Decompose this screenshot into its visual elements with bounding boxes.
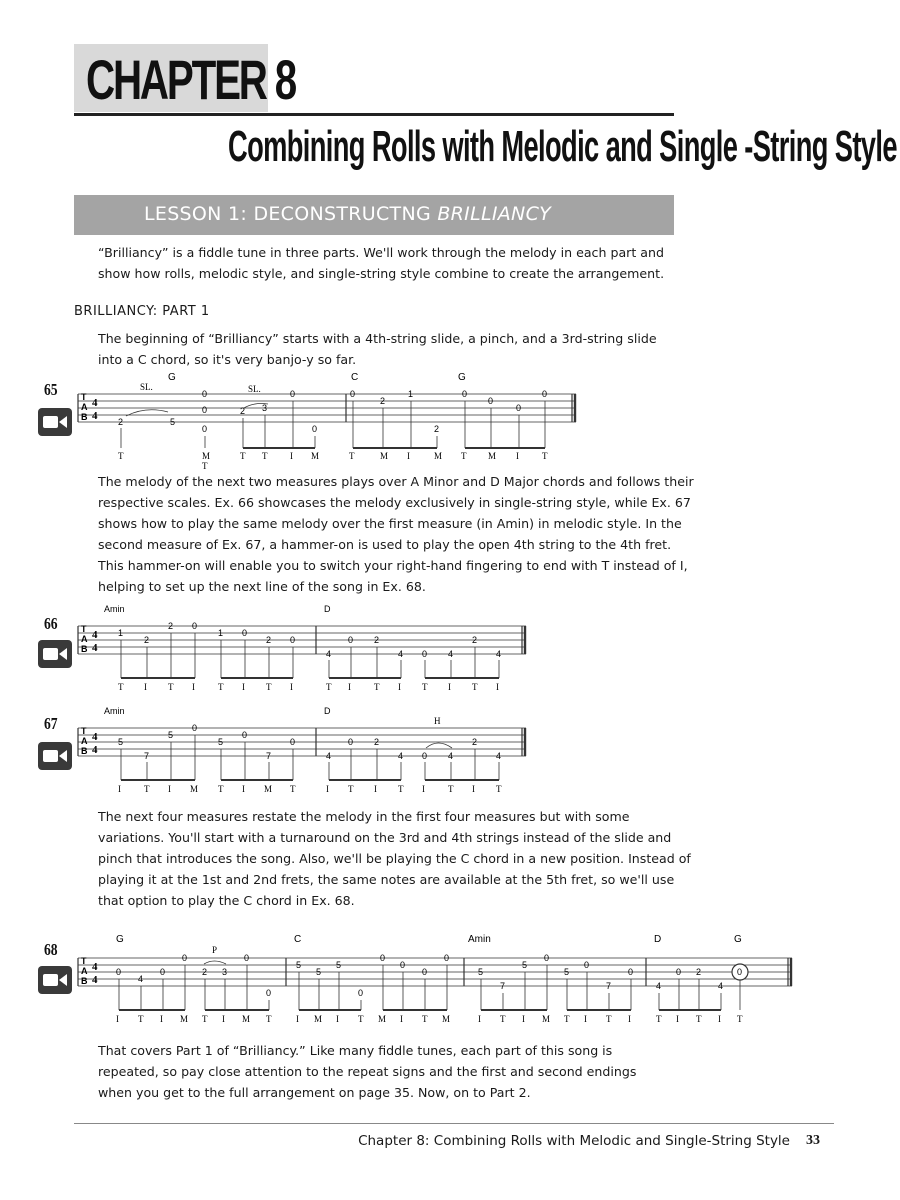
time-signature-top: 4 <box>92 397 98 409</box>
tab-note: 0 <box>350 389 356 399</box>
lesson-title-prefix: LESSON 1: DECONSTRUCTNG <box>144 203 438 225</box>
finger-label: I <box>116 1014 119 1024</box>
finger-label: T <box>542 451 548 461</box>
finger-label: I <box>296 1014 299 1024</box>
finger-label: T <box>500 1014 506 1024</box>
tab-note: 0 <box>266 988 272 998</box>
video-camera-icon[interactable] <box>38 742 72 770</box>
chord-symbol: Amin <box>104 604 125 614</box>
tab-note: 4 <box>448 649 454 659</box>
tab-note: 0 <box>182 953 188 963</box>
technique-label: SL. <box>140 382 153 392</box>
finger-label: I <box>144 682 147 692</box>
tab-note: 4 <box>496 649 502 659</box>
tab-note: 0 <box>202 389 208 399</box>
finger-label: T <box>168 682 174 692</box>
finger-label: T <box>737 1014 743 1024</box>
tab-note: 0 <box>348 737 354 747</box>
tab-note: 2 <box>144 635 150 645</box>
finger-label: M <box>242 1014 251 1024</box>
finger-label: T <box>656 1014 662 1024</box>
finger-label: I <box>472 784 475 794</box>
tab-note: 0 <box>242 730 248 740</box>
section-heading: BRILLIANCY: PART 1 <box>74 304 210 319</box>
tab-note: 2 <box>374 737 380 747</box>
finger-label: T <box>266 1014 272 1024</box>
tab-note: 4 <box>656 981 662 991</box>
lesson-title <box>144 203 551 225</box>
tab-letter-t: T <box>81 392 87 402</box>
finger-label: I <box>290 682 293 692</box>
finger-label: I <box>478 1014 481 1024</box>
tab-note: 0 <box>192 723 198 733</box>
tab-note: 4 <box>496 751 502 761</box>
tab-staff-65 <box>76 368 582 474</box>
tab-note: 4 <box>398 649 404 659</box>
finger-label: T <box>144 784 150 794</box>
tab-note: 2 <box>374 635 380 645</box>
technique-label: SL. <box>248 384 261 394</box>
tab-letter-t: T <box>81 956 87 966</box>
finger-label: I <box>374 784 377 794</box>
tab-staff-68 <box>76 928 800 1028</box>
page-number: 33 <box>806 1133 820 1148</box>
lesson-title-emphasis: BRILLIANCY <box>437 203 552 225</box>
tab-note: 5 <box>478 967 484 977</box>
time-signature-top: 4 <box>92 731 98 743</box>
tab-note: 0 <box>422 967 428 977</box>
finger-label: M <box>314 1014 323 1024</box>
finger-label: I <box>118 784 121 794</box>
finger-label: I <box>422 784 425 794</box>
finger-label: T <box>422 682 428 692</box>
running-footer: Chapter 8: Combining Rolls with Melodic and Single-String Style <box>358 1133 790 1149</box>
finger-label: T <box>448 784 454 794</box>
tab-note: 7 <box>606 981 612 991</box>
tab-note: 0 <box>290 737 296 747</box>
finger-label: T <box>358 1014 364 1024</box>
tab-note: 2 <box>118 417 124 427</box>
tab-letter-a: A <box>81 402 88 412</box>
tab-note: 7 <box>266 751 272 761</box>
finger-label: M <box>378 1014 387 1024</box>
chapter-title: Combining Rolls with Melodic and Single -String Style <box>228 122 897 171</box>
tab-note: 0 <box>516 403 522 413</box>
finger-label: T <box>422 1014 428 1024</box>
paragraph-3: The next four measures restate the melody in the first four measures but with some variations. You'll start with a turnaround on the 3rd and 4th strings instead of the slide and pinch that introduces the song. Also, we'll be playing the C chord in a new position. Instead of playing it at the 1st and 2nd frets, the same notes are available at the 5th fret, so we'll use that option to play the C chord in Ex. 68. <box>98 809 691 908</box>
chord-symbol: D <box>324 706 331 716</box>
tab-note: 0 <box>290 389 296 399</box>
finger-label: T <box>696 1014 702 1024</box>
tab-staff-67 <box>76 702 532 798</box>
tab-note: 4 <box>398 751 404 761</box>
intro-paragraph: “Brilliancy” is a fiddle tune in three parts. We'll work through the melody in each part and show how rolls, melodic style, and single-string style combine to create the arrangement. <box>98 245 665 281</box>
finger-label: M <box>442 1014 451 1024</box>
finger-label: I <box>336 1014 339 1024</box>
finger-label: I <box>676 1014 679 1024</box>
tab-note: 1 <box>408 389 414 399</box>
paragraph-4: That covers Part 1 of “Brilliancy.” Like many fiddle tunes, each part of this song is repeated, so pay close attention to the repeat signs and the first and second endings when you get to the full arrangement on page 35. Now, on to Part 2. <box>98 1043 637 1100</box>
finger-label: I <box>398 682 401 692</box>
chord-symbol: G <box>116 934 124 945</box>
tab-note: 0 <box>202 405 208 415</box>
finger-label: I <box>718 1014 721 1024</box>
tab-note: 2 <box>434 424 440 434</box>
finger-label: I <box>192 682 195 692</box>
finger-label: I <box>242 682 245 692</box>
chord-symbol: C <box>294 934 302 945</box>
tab-note: 5 <box>564 967 570 977</box>
tab-note: 0 <box>542 389 548 399</box>
example-number: 66 <box>44 614 58 633</box>
tab-note: 0 <box>422 751 428 761</box>
tab-note: 0 <box>160 967 166 977</box>
chord-symbol: Amin <box>104 706 125 716</box>
finger-label: T <box>262 451 268 461</box>
tab-note: 2 <box>472 737 478 747</box>
tab-note: 0 <box>488 396 494 406</box>
finger-label: T <box>202 461 208 471</box>
tab-note: 0 <box>202 424 208 434</box>
chord-symbol: Amin <box>468 934 491 945</box>
tab-note: 7 <box>500 981 506 991</box>
tab-note: 0 <box>358 988 364 998</box>
technique-label: P <box>212 945 218 955</box>
tab-note: 4 <box>138 974 144 984</box>
finger-label: T <box>496 784 502 794</box>
chord-symbol: D <box>654 934 662 945</box>
tab-note: 0 <box>676 967 682 977</box>
finger-label: M <box>542 1014 551 1024</box>
finger-label: I <box>242 784 245 794</box>
time-signature-bottom: 4 <box>92 974 98 986</box>
tab-note: 0 <box>290 635 296 645</box>
tab-note: 1 <box>218 628 224 638</box>
tab-note: 5 <box>316 967 322 977</box>
time-signature-top: 4 <box>92 629 98 641</box>
finger-label: T <box>326 682 332 692</box>
tab-letter-b: B <box>81 746 88 756</box>
finger-label: M <box>202 451 211 461</box>
tab-note: 4 <box>718 981 724 991</box>
tab-note: 7 <box>144 751 150 761</box>
paragraph-2: The melody of the next two measures plays over A Minor and D Major chords and follows their respective scales. Ex. 66 showcases the melody exclusively in single-string style, while Ex. 67 shows how to play the same melody over the first measure (in Amin) in melodic style. In the second measure of Ex. 67, a hammer-on is used to play the open 4th string to the 4th fret. This hammer-on will enable you to switch your right-hand fingering to end with T instead of I, helping to set up the next line of the song in Ex. 68. <box>98 474 694 594</box>
chord-symbol: G <box>168 372 176 383</box>
tab-note: 2 <box>696 967 702 977</box>
chapter-label: CHAPTER 8 <box>86 48 296 111</box>
finger-label: I <box>222 1014 225 1024</box>
tab-letter-b: B <box>81 412 88 422</box>
tab-note: 4 <box>448 751 454 761</box>
tab-letter-t: T <box>81 624 87 634</box>
tab-note: 4 <box>326 751 332 761</box>
finger-label: M <box>380 451 389 461</box>
finger-label: T <box>218 682 224 692</box>
tab-note: 2 <box>168 621 174 631</box>
finger-label: I <box>326 784 329 794</box>
finger-label: I <box>160 1014 163 1024</box>
finger-label: T <box>138 1014 144 1024</box>
finger-label: T <box>202 1014 208 1024</box>
video-camera-icon[interactable] <box>38 408 72 436</box>
finger-label: T <box>606 1014 612 1024</box>
example-number: 68 <box>44 940 58 959</box>
tab-letter-a: A <box>81 634 88 644</box>
tab-note: 3 <box>262 403 268 413</box>
hammer-on-arc <box>426 743 452 748</box>
tab-note: 3 <box>222 967 228 977</box>
tab-note: 5 <box>296 960 302 970</box>
footer-divider <box>74 1123 834 1124</box>
finger-label: I <box>522 1014 525 1024</box>
tab-note: 0 <box>192 621 198 631</box>
tab-letter-a: A <box>81 966 88 976</box>
tab-note: 2 <box>240 406 246 416</box>
finger-label: I <box>348 682 351 692</box>
finger-label: T <box>349 451 355 461</box>
finger-label: I <box>168 784 171 794</box>
tab-note: 5 <box>170 417 176 427</box>
finger-label: I <box>628 1014 631 1024</box>
tab-note: 1 <box>118 628 124 638</box>
tab-note: 0 <box>380 953 386 963</box>
tab-note: 5 <box>118 737 124 747</box>
tab-note: 0 <box>244 953 250 963</box>
finger-label: T <box>564 1014 570 1024</box>
tab-note: 0 <box>737 967 743 977</box>
finger-label: M <box>264 784 273 794</box>
tab-note: 0 <box>544 953 550 963</box>
tab-note: 0 <box>462 389 468 399</box>
tab-note: 0 <box>628 967 634 977</box>
finger-label: T <box>461 451 467 461</box>
finger-label: T <box>218 784 224 794</box>
finger-label: T <box>240 451 246 461</box>
tab-staff-66 <box>76 600 532 696</box>
time-signature-top: 4 <box>92 961 98 973</box>
video-camera-icon[interactable] <box>38 966 72 994</box>
tab-letter-a: A <box>81 736 88 746</box>
finger-label: M <box>180 1014 189 1024</box>
tab-note: 2 <box>266 635 272 645</box>
tab-note: 0 <box>312 424 318 434</box>
tab-letter-t: T <box>81 726 87 736</box>
finger-label: M <box>434 451 443 461</box>
finger-label: I <box>516 451 519 461</box>
example-number: 65 <box>44 380 58 399</box>
finger-label: T <box>266 682 272 692</box>
tab-note: 0 <box>348 635 354 645</box>
pull-off-arc <box>204 961 226 964</box>
tab-note: 0 <box>444 953 450 963</box>
chord-symbol: G <box>458 372 466 383</box>
finger-label: I <box>407 451 410 461</box>
finger-label: I <box>448 682 451 692</box>
finger-label: T <box>290 784 296 794</box>
finger-label: T <box>118 682 124 692</box>
example-number: 67 <box>44 714 58 733</box>
tab-note: 2 <box>202 967 208 977</box>
finger-label: T <box>118 451 124 461</box>
finger-label: T <box>472 682 478 692</box>
tab-note: 2 <box>472 635 478 645</box>
time-signature-bottom: 4 <box>92 410 98 422</box>
finger-label: I <box>496 682 499 692</box>
paragraph-1: The beginning of “Brilliancy” starts with a 4th-string slide, a pinch, and a 3rd-string slide into a C chord, so it's very banjo-y so far. <box>98 331 657 367</box>
tab-note: 2 <box>380 396 386 406</box>
chord-symbol: D <box>324 604 331 614</box>
tab-letter-b: B <box>81 644 88 654</box>
chapter-divider <box>74 113 674 116</box>
tab-note: 4 <box>326 649 332 659</box>
tab-note: 0 <box>242 628 248 638</box>
technique-label: H <box>434 716 441 726</box>
time-signature-bottom: 4 <box>92 642 98 654</box>
video-camera-icon[interactable] <box>38 640 72 668</box>
chord-symbol: G <box>734 934 742 945</box>
finger-label: I <box>400 1014 403 1024</box>
finger-label: M <box>488 451 497 461</box>
finger-label: I <box>584 1014 587 1024</box>
tab-note: 5 <box>218 737 224 747</box>
tab-note: 0 <box>400 960 406 970</box>
tab-note: 5 <box>168 730 174 740</box>
tab-note: 0 <box>584 960 590 970</box>
chord-symbol: C <box>351 372 359 383</box>
tab-note: 5 <box>522 960 528 970</box>
finger-label: T <box>374 682 380 692</box>
time-signature-bottom: 4 <box>92 744 98 756</box>
finger-label: T <box>398 784 404 794</box>
finger-label: I <box>290 451 293 461</box>
tab-note: 0 <box>116 967 122 977</box>
finger-label: M <box>190 784 199 794</box>
tab-note: 5 <box>336 960 342 970</box>
finger-label: M <box>311 451 320 461</box>
finger-label: T <box>348 784 354 794</box>
tab-note: 0 <box>422 649 428 659</box>
tab-letter-b: B <box>81 976 88 986</box>
